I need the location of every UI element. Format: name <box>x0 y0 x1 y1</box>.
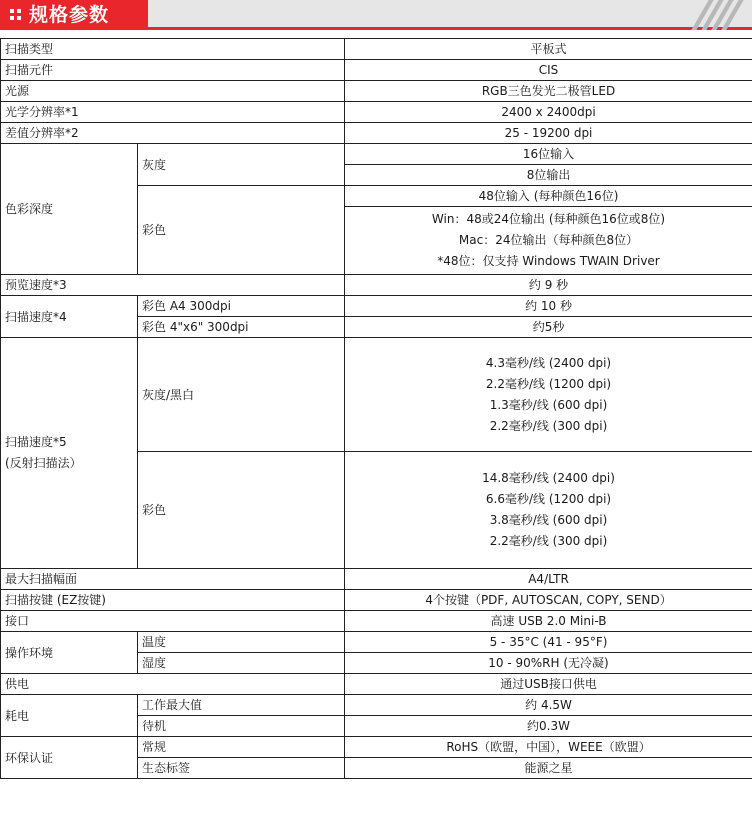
table-row <box>1 81 752 102</box>
spec-sublabel: 温度 <box>138 632 345 653</box>
spec-sublabel: 灰度 <box>138 144 345 186</box>
spec-label: 接口 <box>1 611 345 632</box>
spec-value: 平板式 <box>345 39 752 60</box>
table-row <box>1 590 752 611</box>
diagonal-stripes-decoration <box>686 0 742 30</box>
table-row <box>1 296 752 317</box>
page-title <box>10 3 109 27</box>
spec-label: 耗电 <box>1 695 138 737</box>
spec-value: 约0.3W <box>345 716 752 737</box>
spec-value: 高速 USB 2.0 Mini-B <box>345 611 752 632</box>
spec-value: RoHS（欧盟，中国），WEEE（欧盟） <box>345 737 752 758</box>
table-row <box>1 569 752 590</box>
spec-value-line: 6.6毫秒/线 (1200 dpi) <box>485 492 612 506</box>
spec-value: 5 - 35°C (41 - 95°F) <box>345 632 752 653</box>
spec-sublabel: 彩色 <box>138 452 345 569</box>
spec-label: 扫描速度*4 <box>1 296 138 338</box>
spec-value: 约 4.5W <box>345 695 752 716</box>
table-row <box>1 60 752 81</box>
spec-value-line: *48位：仅支持 Windows TWAIN Driver <box>437 254 660 268</box>
spec-value: 25 - 19200 dpi <box>345 123 752 144</box>
spec-value: CIS <box>345 60 752 81</box>
spec-value: 4个按键（PDF, AUTOSCAN, COPY, SEND） <box>345 590 752 611</box>
spec-label-line: (反射扫描法） <box>5 456 82 470</box>
spec-sublabel: 生态标签 <box>138 758 345 779</box>
spec-label: 差值分辨率*2 <box>1 123 345 144</box>
spec-label: 供电 <box>1 674 345 695</box>
spec-sublabel: 湿度 <box>138 653 345 674</box>
spec-value-line: 3.8毫秒/线 (600 dpi) <box>489 513 608 527</box>
table-row <box>1 102 752 123</box>
spec-value: RGB三色发光二极管LED <box>345 81 752 102</box>
spec-value-line: 4.3毫秒/线 (2400 dpi) <box>485 355 612 370</box>
table-row <box>1 611 752 632</box>
grid-bullet-icon <box>10 9 21 20</box>
spec-value: 2400 x 2400dpi <box>345 102 752 123</box>
spec-label <box>1 338 138 569</box>
spec-label: 光学分辨率*1 <box>1 102 345 123</box>
spec-value: 48位输入 (每种颜色16位) <box>345 186 752 207</box>
table-row <box>1 39 752 60</box>
spec-sublabel: 待机 <box>138 716 345 737</box>
table-row <box>1 123 752 144</box>
spec-value: 约5秒 <box>345 317 752 338</box>
spec-value: 8位输出 <box>345 165 752 186</box>
spec-value-line: 14.8毫秒/线 (2400 dpi) <box>482 471 615 485</box>
spec-value-line: 2.2毫秒/线 (300 dpi) <box>489 534 608 548</box>
spec-label: 操作环境 <box>1 632 138 674</box>
spec-value: 能源之星 <box>345 758 752 779</box>
table-row <box>1 695 752 716</box>
spec-value-multiline <box>345 452 752 569</box>
spec-label: 环保认证 <box>1 737 138 779</box>
section-header <box>0 0 752 30</box>
spec-label: 预览速度*3 <box>1 275 345 296</box>
table-row <box>1 737 752 758</box>
spec-sublabel: 彩色 <box>138 186 345 275</box>
spec-value-multiline <box>345 338 752 452</box>
table-row <box>1 275 752 296</box>
spec-value: 10 - 90%RH (无冷凝) <box>345 653 752 674</box>
table-row <box>1 338 752 452</box>
spec-value-line: 2.2毫秒/线 (300 dpi) <box>489 418 608 433</box>
table-row <box>1 674 752 695</box>
spec-value-multiline <box>345 207 752 275</box>
spec-value-line: 1.3毫秒/线 (600 dpi) <box>489 397 608 412</box>
spec-label: 色彩深度 <box>1 144 138 275</box>
table-row <box>1 144 752 165</box>
spec-value: 16位输入 <box>345 144 752 165</box>
spec-sublabel: 灰度/黑白 <box>138 338 345 452</box>
spec-value-line: Win：48或24位输出 (每种颜色16位或8位) <box>431 212 666 226</box>
spec-label: 光源 <box>1 81 345 102</box>
page-title-text: 规格参数 <box>29 4 110 26</box>
spec-sublabel: 常规 <box>138 737 345 758</box>
spec-value-line: 2.2毫秒/线 (1200 dpi) <box>485 376 612 391</box>
spec-table <box>0 38 752 779</box>
spec-value: 约 9 秒 <box>345 275 752 296</box>
spec-value: 约 10 秒 <box>345 296 752 317</box>
spec-sublabel: 工作最大值 <box>138 695 345 716</box>
spec-label: 扫描类型 <box>1 39 345 60</box>
spec-value: A4/LTR <box>345 569 752 590</box>
spec-value-line: Mac：24位输出（每种颜色8位） <box>458 233 639 247</box>
spec-label: 最大扫描幅面 <box>1 569 345 590</box>
header-underline <box>0 27 752 30</box>
spec-sublabel: 彩色 A4 300dpi <box>138 296 345 317</box>
spec-sublabel: 彩色 4"x6" 300dpi <box>138 317 345 338</box>
table-row <box>1 632 752 653</box>
spec-label: 扫描元件 <box>1 60 345 81</box>
spec-value: 通过USB接口供电 <box>345 674 752 695</box>
spec-label-line: 扫描速度*5 <box>5 435 67 449</box>
spec-label: 扫描按键 (EZ按键) <box>1 590 345 611</box>
